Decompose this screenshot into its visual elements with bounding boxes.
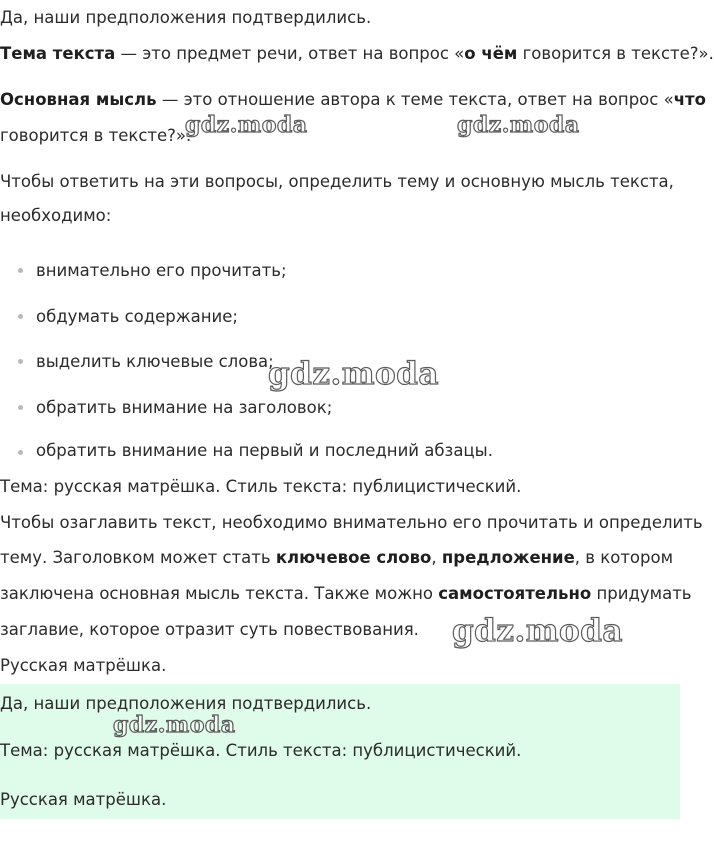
question-bold: о чём [464,44,518,63]
bullet-icon [18,359,23,364]
paragraph-how-to-title-line4: заглавие, которое отразит суть повествования. [0,620,419,639]
text: тему. Заголовком может стать [0,548,276,567]
paragraph-how-to-title-line3 [0,576,692,612]
text: придумать [591,584,692,603]
bold-independently: самостоятельно [438,584,592,603]
watermark-logo: gdz.moda [268,356,439,392]
text: , [431,548,442,567]
list-item-text: обдумать содержание; [36,307,238,326]
answer-title: Русская матрёшка. [0,656,167,675]
bullet-icon [18,314,23,319]
paragraph-confirmation: Да, наши предположения подтвердились. [0,8,372,27]
watermark-logo: gdz.moda [113,712,236,738]
paragraph-main-idea-definition [0,82,706,118]
bullet-icon [18,268,23,273]
paragraph-topic-definition [0,36,714,72]
term-topic: Тема текста [0,44,116,63]
paragraph-main-idea-continuation: говорится в тексте?». [0,126,192,145]
watermark-logo: gdz.moda [457,112,580,138]
answer-theme-style: Тема: русская матрёшка. Стиль текста: публицистический. [0,477,522,496]
answer-box-line-2: Тема: русская матрёшка. Стиль текста: публицистический. [0,741,522,760]
definition-text: — это отношение автора к теме текста, ответ на вопрос « [156,90,674,109]
list-item-text: обратить внимание на первый и последний абзацы. [36,441,493,460]
paragraph-how-to-title: Чтобы озаглавить текст, необходимо внимательно его прочитать и определить [0,513,703,532]
list-item-text: выделить ключевые слова; [36,352,274,371]
watermark-logo: gdz.moda [452,613,623,649]
list-item-text: внимательно его прочитать; [36,261,287,280]
answer-box-line-1: Да, наши предположения подтвердились. [0,694,372,713]
watermark-logo: gdz.moda [185,112,308,138]
text: , в котором [574,548,674,567]
bullet-icon [18,450,23,455]
list-item-text: обратить внимание на заголовок; [36,398,333,417]
definition-text: говорится в тексте?». [517,44,714,63]
definition-text: — это предмет речи, ответ на вопрос « [115,44,465,63]
answer-box-line-3: Русская матрёшка. [0,790,167,809]
paragraph-how-to-answer-continuation: необходимо: [0,206,112,225]
question-bold: что [673,90,706,109]
bold-sentence: предложение [441,548,575,567]
paragraph-how-to-title-line2 [0,540,673,576]
term-main-idea: Основная мысль [0,90,157,109]
paragraph-how-to-answer: Чтобы ответить на эти вопросы, определить тему и основную мысль текста, [0,172,674,191]
bullet-icon [18,405,23,410]
bold-key-word: ключевое слово [275,548,432,567]
text: заключена основная мысль текста. Также можно [0,584,439,603]
